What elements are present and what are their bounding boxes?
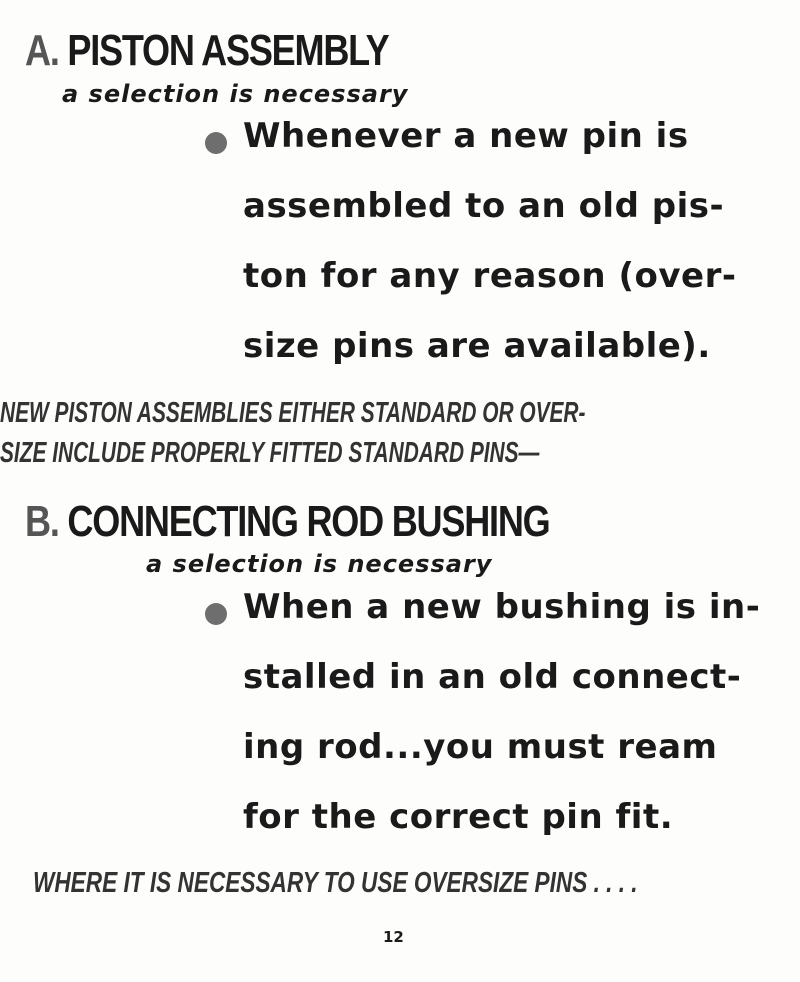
section-b-line-4: for the correct pin fit.: [243, 797, 674, 837]
section-a-title: PISTON ASSEMBLY: [67, 26, 389, 75]
section-b-line-2: stalled in an old connect-: [243, 657, 742, 697]
section-b-title: CONNECTING ROD BUSHING: [67, 497, 550, 546]
section-b-heading: [25, 497, 550, 547]
section-a-bullet: [205, 112, 775, 372]
bullet-dot-icon: [205, 132, 227, 154]
section-b-letter: B.: [25, 497, 59, 546]
section-a-note-line-1: NEW PISTON ASSEMBLIES EITHER STANDARD OR OVER-: [0, 397, 586, 429]
section-b-line-3: ing rod...you must ream: [243, 727, 718, 767]
section-a-line-2: assembled to an old pis-: [243, 186, 725, 226]
section-a-line-1: Whenever a new pin is: [243, 116, 689, 156]
section-b-line-1: When a new bushing is in-: [243, 587, 761, 627]
section-b-subtitle: a selection is necessary: [146, 550, 493, 578]
section-a-line-4: size pins are available).: [243, 326, 711, 366]
section-a-letter: A.: [25, 26, 59, 75]
page-number: 12: [383, 928, 404, 946]
section-a-line-3: ton for any reason (over-: [243, 256, 737, 296]
section-a-heading: [25, 26, 388, 76]
section-a-note-line-2: SIZE INCLUDE PROPERLY FITTED STANDARD PINS—: [0, 437, 540, 469]
section-b-note-line-1: WHERE IT IS NECESSARY TO USE OVERSIZE PINS . . . .: [33, 867, 638, 899]
section-b-bullet: [205, 583, 775, 843]
section-a-subtitle: a selection is necessary: [62, 80, 409, 108]
bullet-dot-icon: [205, 603, 227, 625]
